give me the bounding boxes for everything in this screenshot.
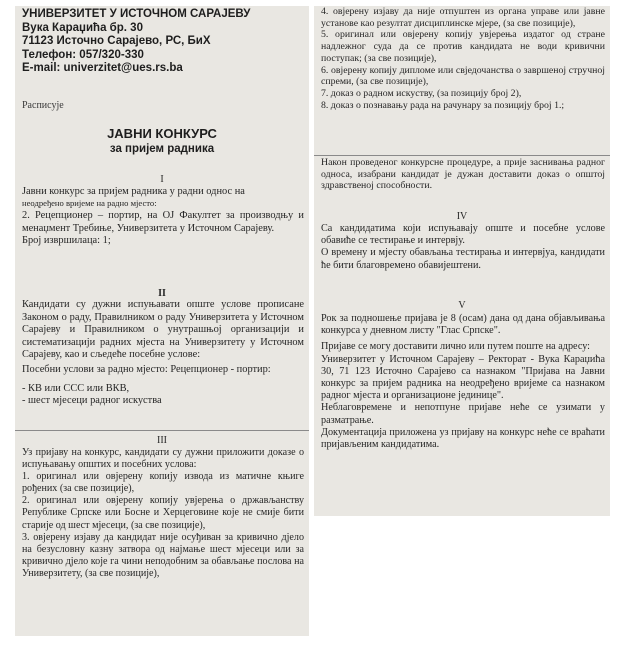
notice-title: ЈАВНИ КОНКУРС [107,126,217,141]
university-header [22,8,250,76]
section-3-item-7: 7. доказ о радном искуству, (за позицију број 2), [321,87,522,99]
section-5-text-2: Пријаве се могу доставити лично или путем поште на адресу: [321,341,590,353]
section-3-item-5: 5. оригинал или овјерену копију увјерења издатог од стране надлежног суда да се против кандидата не води кривични поступак; (за све позиције), [321,29,605,64]
section-1-text-4: Број извршилаца: 1; [22,235,111,247]
section-5-text-5: Документација приложена уз пријаву на конкурс неће се враћати пријављеним кандидатима. [321,426,605,451]
section-3-part-1 [22,447,304,580]
header-phone: Телефон: 057/320-330 [22,48,144,61]
header-street: Вука Караџића бр. 30 [22,21,143,34]
section-3-intro: Уз пријаву на конкурс, кандидати су дужни приложити доказе о испуњавању општих и посебних услова: [22,447,304,471]
left-column [15,6,309,636]
section-5 [321,313,605,451]
header-city: 71123 Источно Сарајево, РС, БиХ [22,35,211,48]
section-1 [22,186,304,248]
divider [314,155,610,156]
section-5-text-1: Рок за подношење пријава је 8 (осам) дана од дана објављивања конкурса у дневном листу "Глас Српске". [321,313,605,337]
section-2-item-2: - шест мјесеци радног искуства [22,395,162,407]
section-5-numeral: V [458,300,466,311]
divider [15,430,309,431]
section-3-after: Након проведеног конкурсне процедуре, а прије заснивања радног односа, изабрани кандидат је дужан доставити доказ о општој здравственој способности. [321,157,605,192]
notice-subtitle: за пријем радника [109,143,215,155]
section-1-text-2: неодређено вријеме на радно мјесто: [22,197,157,208]
section-3-item-8: 8. доказ о познавању рада на рачунару за позицију број 1.; [321,99,565,111]
section-4-text-2: О времену и мјесту обављања тестирања и интервјуа, кандидати ће бити благовремено обавијештени. [321,247,605,271]
right-column [314,6,610,516]
section-1-text-3: 2. Рецепционер – портир, на ОЈ Факултет за производњу и менаџмент Требиње, Универзитета у Источном Сарајеву. [22,210,304,234]
section-2-text-1: Кандидати су дужни испуњавати опште услове прописане Законом о раду, Правилником о раду Универзитета у Источном Сарајеву и Правилником о унутрашњој организацији и систематизацији радних мјеста на Универзитету у Источном Сарајеву, као и сљедеће посебне услове: [22,299,304,361]
section-3-item-4: 4. овјерену изјаву да није отпуштен из органа управе или јавне установе као резултат дисциплинске мјере, (за све позиције), [321,6,605,29]
header-name: УНИВЕРЗИТЕТ У ИСТОЧНОМ САРАЈЕВУ [22,8,251,20]
section-2 [22,299,304,408]
section-2-text-2: Посебни услови за радно мјесто: Рецепционер - портир: [22,363,271,375]
section-1-text-1: Јавни конкурс за пријем радника у радни однос на [22,186,245,197]
section-2-item-1: - КВ или ССС или ВКВ, [22,382,130,394]
section-3-part-2 [321,6,605,111]
section-4-numeral: IV [456,211,468,222]
header-email: E-mail: univerzitet@ues.rs.ba [22,62,183,75]
section-3-item-1: 1. оригинал или овјерену копију извода из матичне књиге рођених (за све позиције), [22,471,304,495]
section-3-item-3: 3. овјерену изјаву да кандидат није осуђиван за кривично дјело на безусловну казну затвора од најмање шест мјесеци или за кривично дјело које га чини неподобним за обављање послова на Универзитету, (за све позиције), [22,531,304,579]
section-3-item-2: 2. оригинал или овјерену копију увјерења о држављанству Републике Српске или Босне и Херцеговине које не смије бити старије од шест мјесеци, (за све позиције), [22,495,304,531]
section-4 [321,223,605,272]
section-4-text-1: Са кандидатима који испуњавају опште и посебне услове обавиће се тестирање и интервју. [321,223,605,247]
raspisuje-label: Расписује [22,100,64,111]
section-3-item-6: 6. овјерену копију дипломе или свједочанства о завршеној стручној спреми, (за све позиције), [321,64,605,88]
section-2-numeral: II [158,288,166,299]
section-3-numeral: III [157,435,167,446]
section-5-text-4: Неблаговремене и непотпуне пријаве неће се узимати у разматрање. [321,402,605,426]
section-1-numeral: I [160,174,164,185]
section-5-text-3: Универзитет у Источном Сарајеву – Ректорат - Вука Караџића 30, 71 123 Источно Сарајево са назнаком "Пријава на Јавни конкурс за пријем радника на неодређено вријеме са назнаком радног мјеста и организационе јединице". [321,353,605,402]
